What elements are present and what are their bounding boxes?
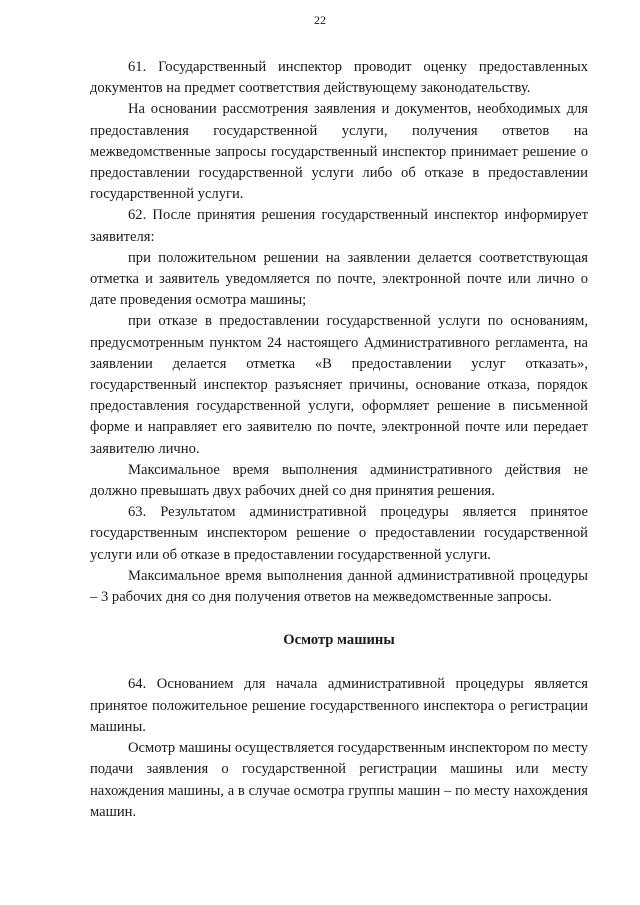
paragraph-62: 62. После принятия решения государственный инспектор информирует заявителя: <box>90 207 588 245</box>
paragraph-63: 63. Результатом административной процедуры является принятое государственным инспектором решение о предоставлении государственной услуги или об отказе в предоставлении государственной услуги. <box>90 504 588 563</box>
paragraph-inspection-place: Осмотр машины осуществляется государственным инспектором по месту подачи заявления о государственной регистрации машины или месту нахождения машины, а в случае осмотра группы машин – по месту нахождения машин. <box>90 740 588 820</box>
section-heading: Осмотр машины <box>283 632 395 649</box>
paragraph-64: 64. Основанием для начала административной процедуры является принятое положительное решение государственного инспектора о регистрации машины. <box>90 676 588 735</box>
document-body <box>90 57 588 823</box>
paragraph-61: 61. Государственный инспектор проводит оценку предоставленных документов на предмет соответствия действующему законодательству. <box>90 59 588 97</box>
paragraph-refusal: при отказе в предоставлении государственной услуги по основаниям, предусмотренным пунктом 24 настоящего Административного регламента, на заявлении делается отметка «В предоставлении услуг отказать», государственный инспектор разъясняет причины, основание отказа, порядок предоставления государственной услуги, оформляет решение в письменной форме и направляет его заявителю по почте, электронной почте или передает заявителю лично. <box>90 313 588 457</box>
paragraph-decision-basis: На основании рассмотрения заявления и документов, необходимых для предоставления государственной услуги, получения ответов на межведомственные запросы государственный инспектор принимает решение о предоставлении государственной услуги либо об отказе в предоставлении государственной услуги. <box>90 101 588 203</box>
page-number: 22 <box>314 13 326 27</box>
paragraph-positive-decision: при положительном решении на заявлении делается соответствующая отметка и заявитель уведомляется по почте, электронной почте или лично о дате проведения осмотра машины; <box>90 249 588 309</box>
paragraph-max-time-action: Максимальное время выполнения административного действия не должно превышать двух рабочих дней со дня принятия решения. <box>90 461 588 500</box>
paragraph-max-time-procedure: Максимальное время выполнения данной административной процедуры – 3 рабочих дня со дня получения ответов на межведомственные запросы. <box>90 567 588 606</box>
